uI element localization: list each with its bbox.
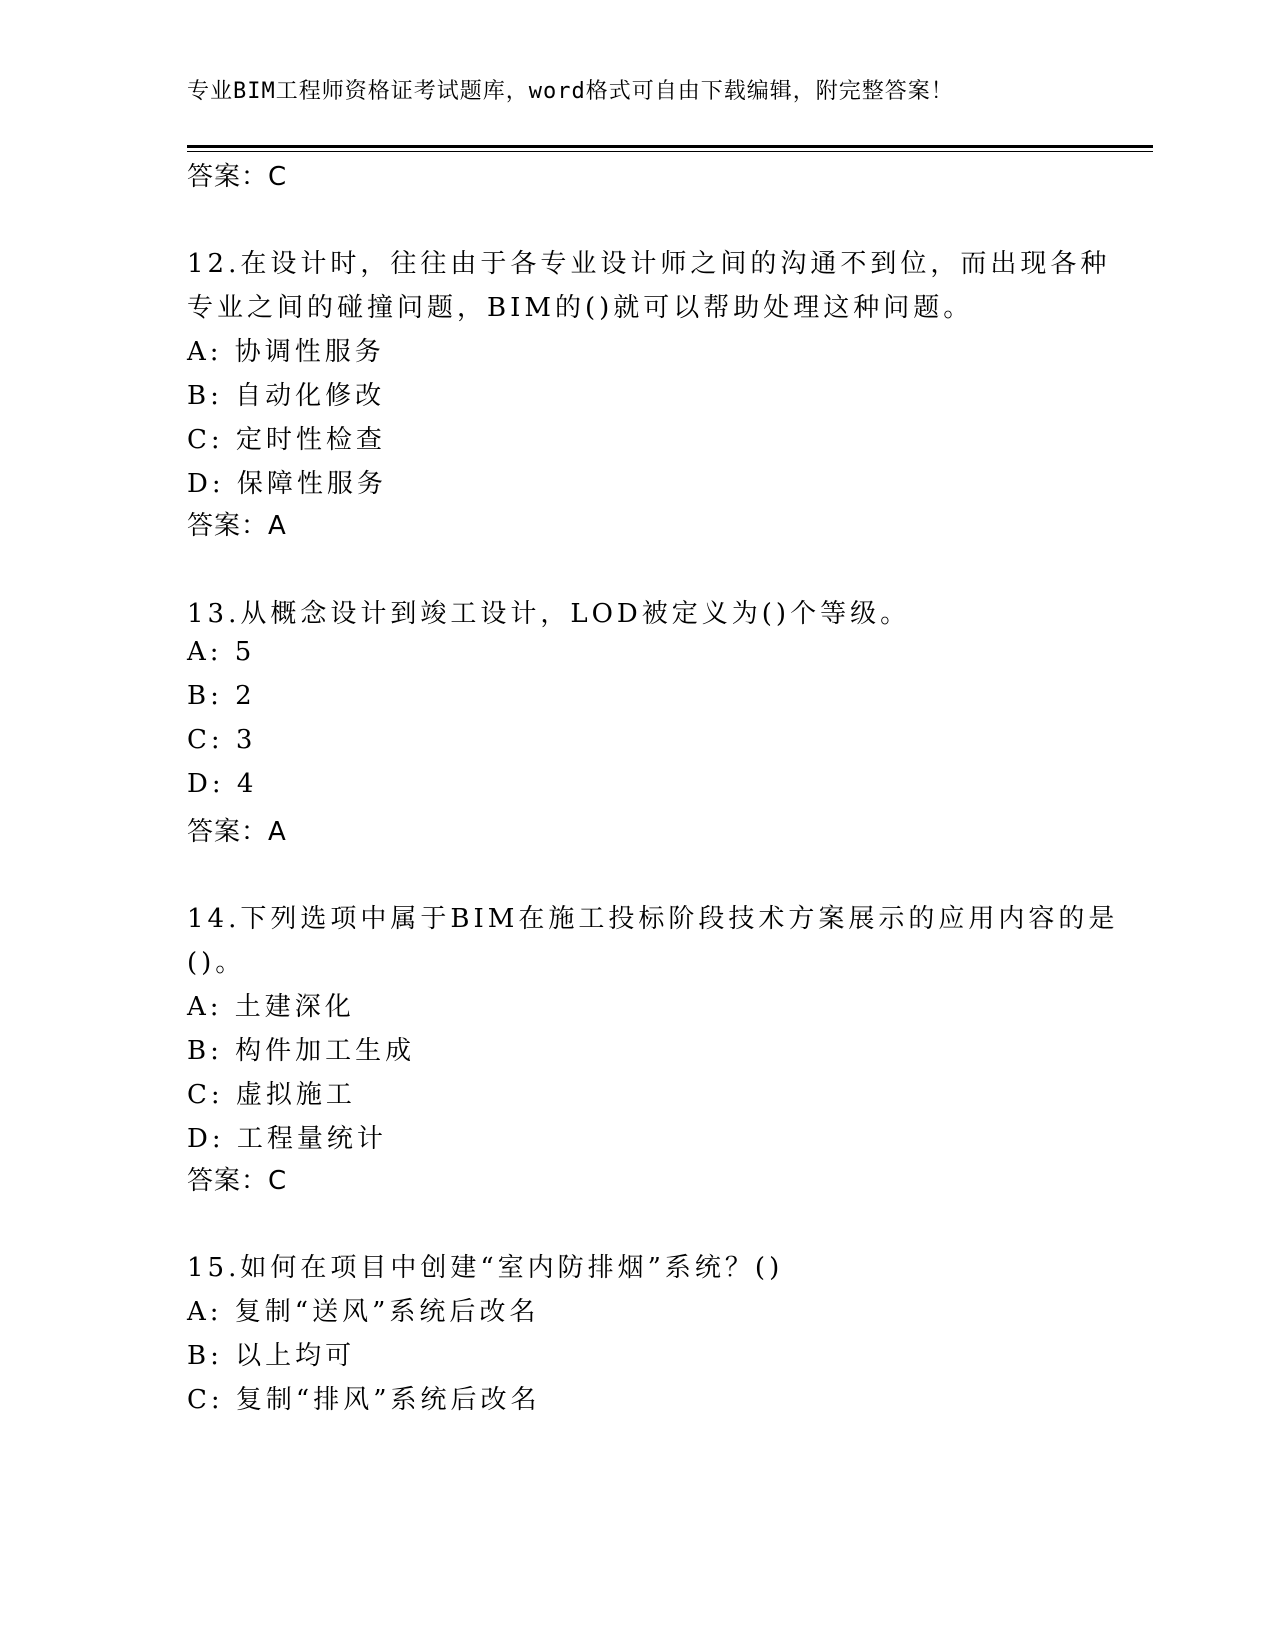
header-rule-thin [187,151,1153,152]
question-12-option-d: D: 保障性服务 [187,469,387,499]
question-15-text-line1: 15.如何在项目中创建“室内防排烟”系统？() [187,1253,784,1283]
question-12-text-line1: 12.在设计时，往往由于各专业设计师之间的沟通不到位，而出现各种 [187,249,1111,279]
question-12-option-c: C: 定时性检查 [187,425,386,455]
question-13-option-a: A: 5 [187,637,256,667]
question-14-answer: 答案：C [187,1166,288,1196]
question-12-option-a: A: 协调性服务 [187,337,385,367]
question-15-option-a: A: 复制“送风”系统后改名 [187,1297,540,1327]
header-rule-thick [187,145,1153,148]
answer-11: 答案：C [187,162,288,192]
question-12-answer: 答案：A [187,511,287,541]
question-13-option-d: D: 4 [187,769,258,799]
question-14-option-d: D: 工程量统计 [187,1124,387,1154]
question-12-text-line2: 专业之间的碰撞问题，BIM的()就可以帮助处理这种问题。 [187,293,974,323]
question-13-text-line1: 13.从概念设计到竣工设计，LOD被定义为()个等级。 [187,599,911,629]
question-13-option-c: C: 3 [187,725,257,755]
question-12-option-b: B: 自动化修改 [187,381,386,411]
question-14-text-line1: 14.下列选项中属于BIM在施工投标阶段技术方案展示的应用内容的是 [187,904,1119,934]
question-14-option-c: C: 虚拟施工 [187,1080,356,1110]
question-13-option-b: B: 2 [187,681,256,711]
question-13-answer: 答案：A [187,817,287,847]
question-15-option-b: B: 以上均可 [187,1341,356,1371]
question-14-text-line2: ()。 [187,948,246,978]
question-15-option-c: C: 复制“排风”系统后改名 [187,1385,541,1415]
question-14-option-a: A: 土建深化 [187,992,355,1022]
page-header: 专业BIM工程师资格证考试题库，word格式可自由下载编辑，附完整答案！ [187,79,954,104]
question-14-option-b: B: 构件加工生成 [187,1036,416,1066]
